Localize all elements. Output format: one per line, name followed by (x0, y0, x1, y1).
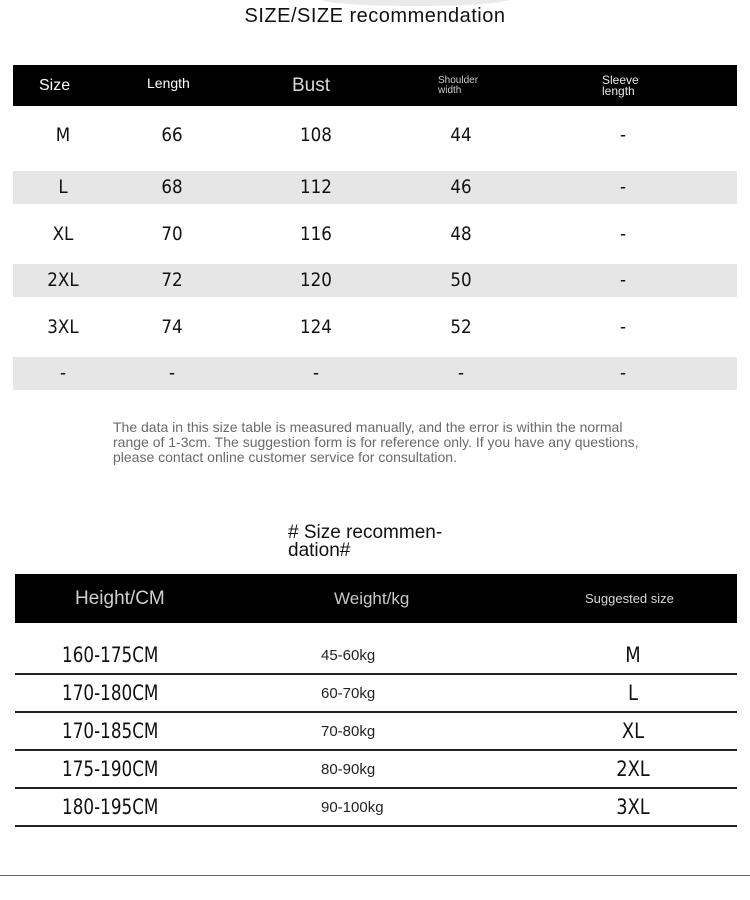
header-shoulder-line1: Shoulder (438, 74, 479, 86)
header-size: Size (39, 76, 71, 94)
header-sleeve-line1: Sleeve (602, 72, 639, 87)
cell-weight: 70-80kg (321, 722, 376, 740)
cell-suggested-size: M (625, 643, 641, 667)
page-title: SIZE/SIZE recommendation (244, 5, 506, 27)
cell-length: - (168, 362, 176, 384)
header-shoulder-line2: width (438, 84, 462, 96)
table-row (13, 211, 737, 258)
table-row (13, 264, 737, 297)
cell-height: 170-185CM (62, 719, 159, 743)
cell-length: 74 (161, 315, 183, 338)
cell-sleeve: - (619, 222, 627, 245)
recommendation-title-line2: dation# (288, 540, 351, 561)
cell-height: 170-180CM (62, 681, 159, 705)
cell-sleeve: - (619, 315, 627, 338)
table-row (15, 675, 737, 713)
cell-suggested-size: 2XL (616, 757, 650, 781)
cell-suggested-size: L (628, 681, 638, 705)
header-shoulder-width (438, 65, 478, 106)
recommendation-title-line1: # Size recommen- (288, 522, 443, 543)
cell-weight: 45-60kg (321, 646, 376, 664)
cell-length: 72 (161, 269, 183, 291)
cell-suggested-size: XL (621, 719, 645, 743)
cell-length: 66 (161, 124, 183, 146)
table-row (13, 106, 737, 164)
cell-shoulder: - (457, 362, 465, 384)
cell-suggested-size: 3XL (616, 795, 650, 819)
recommendation-title (288, 524, 468, 560)
header-length: Length (147, 74, 190, 91)
cell-bust: 120 (300, 269, 332, 291)
cell-size: L (58, 176, 68, 198)
cell-bust: 116 (300, 222, 332, 245)
measurement-disclaimer: The data in this size table is measured manually, and the error is within the normal range of 1-3cm. The suggestion form is for reference only. If you have any questions, please contact online customer service for consultation. (113, 419, 639, 465)
cell-shoulder: 48 (450, 222, 472, 245)
cell-size: - (59, 362, 67, 384)
cell-size: M (55, 124, 71, 146)
header-bust: Bust (292, 74, 331, 96)
header-height: Height/CM (75, 587, 165, 609)
cell-shoulder: 52 (450, 315, 472, 338)
cell-bust: 124 (300, 315, 332, 338)
table-row (15, 751, 737, 789)
cell-weight: 80-90kg (321, 760, 376, 778)
size-recommendation-table (15, 574, 737, 827)
cell-height: 180-195CM (62, 795, 159, 819)
cell-bust: 112 (300, 176, 332, 198)
table-row (15, 713, 737, 751)
cell-length: 68 (161, 176, 183, 198)
cell-shoulder: 44 (450, 124, 472, 146)
cell-sleeve: - (619, 124, 627, 146)
table-row (13, 304, 737, 351)
cell-sleeve: - (619, 176, 627, 198)
cell-height: 160-175CM (62, 643, 159, 667)
cell-weight: 60-70kg (321, 684, 376, 702)
header-suggested-size: Suggested size (585, 591, 674, 606)
cell-shoulder: 46 (450, 176, 472, 198)
cell-size: 3XL (47, 315, 79, 338)
table-row (15, 637, 737, 675)
cell-size: XL (52, 222, 74, 245)
size-table-header (13, 65, 737, 106)
cell-bust: 108 (300, 124, 332, 146)
header-weight: Weight/kg (334, 588, 410, 608)
header-sleeve-line2: length (602, 83, 635, 98)
recommendation-table-header (15, 574, 737, 623)
size-measurement-table (13, 65, 737, 397)
cell-height: 175-190CM (62, 757, 159, 781)
cell-length: 70 (161, 222, 183, 245)
table-row (15, 789, 737, 827)
cell-sleeve: - (619, 269, 627, 291)
cell-bust: - (312, 362, 320, 384)
cell-shoulder: 50 (450, 269, 472, 291)
table-row (13, 171, 737, 204)
cell-size: 2XL (47, 269, 79, 291)
bottom-divider (0, 875, 750, 876)
cell-weight: 90-100kg (321, 798, 384, 816)
recommendation-rows (15, 637, 737, 827)
cell-sleeve: - (619, 362, 627, 384)
table-row (13, 357, 737, 390)
header-sleeve-length (602, 65, 639, 106)
